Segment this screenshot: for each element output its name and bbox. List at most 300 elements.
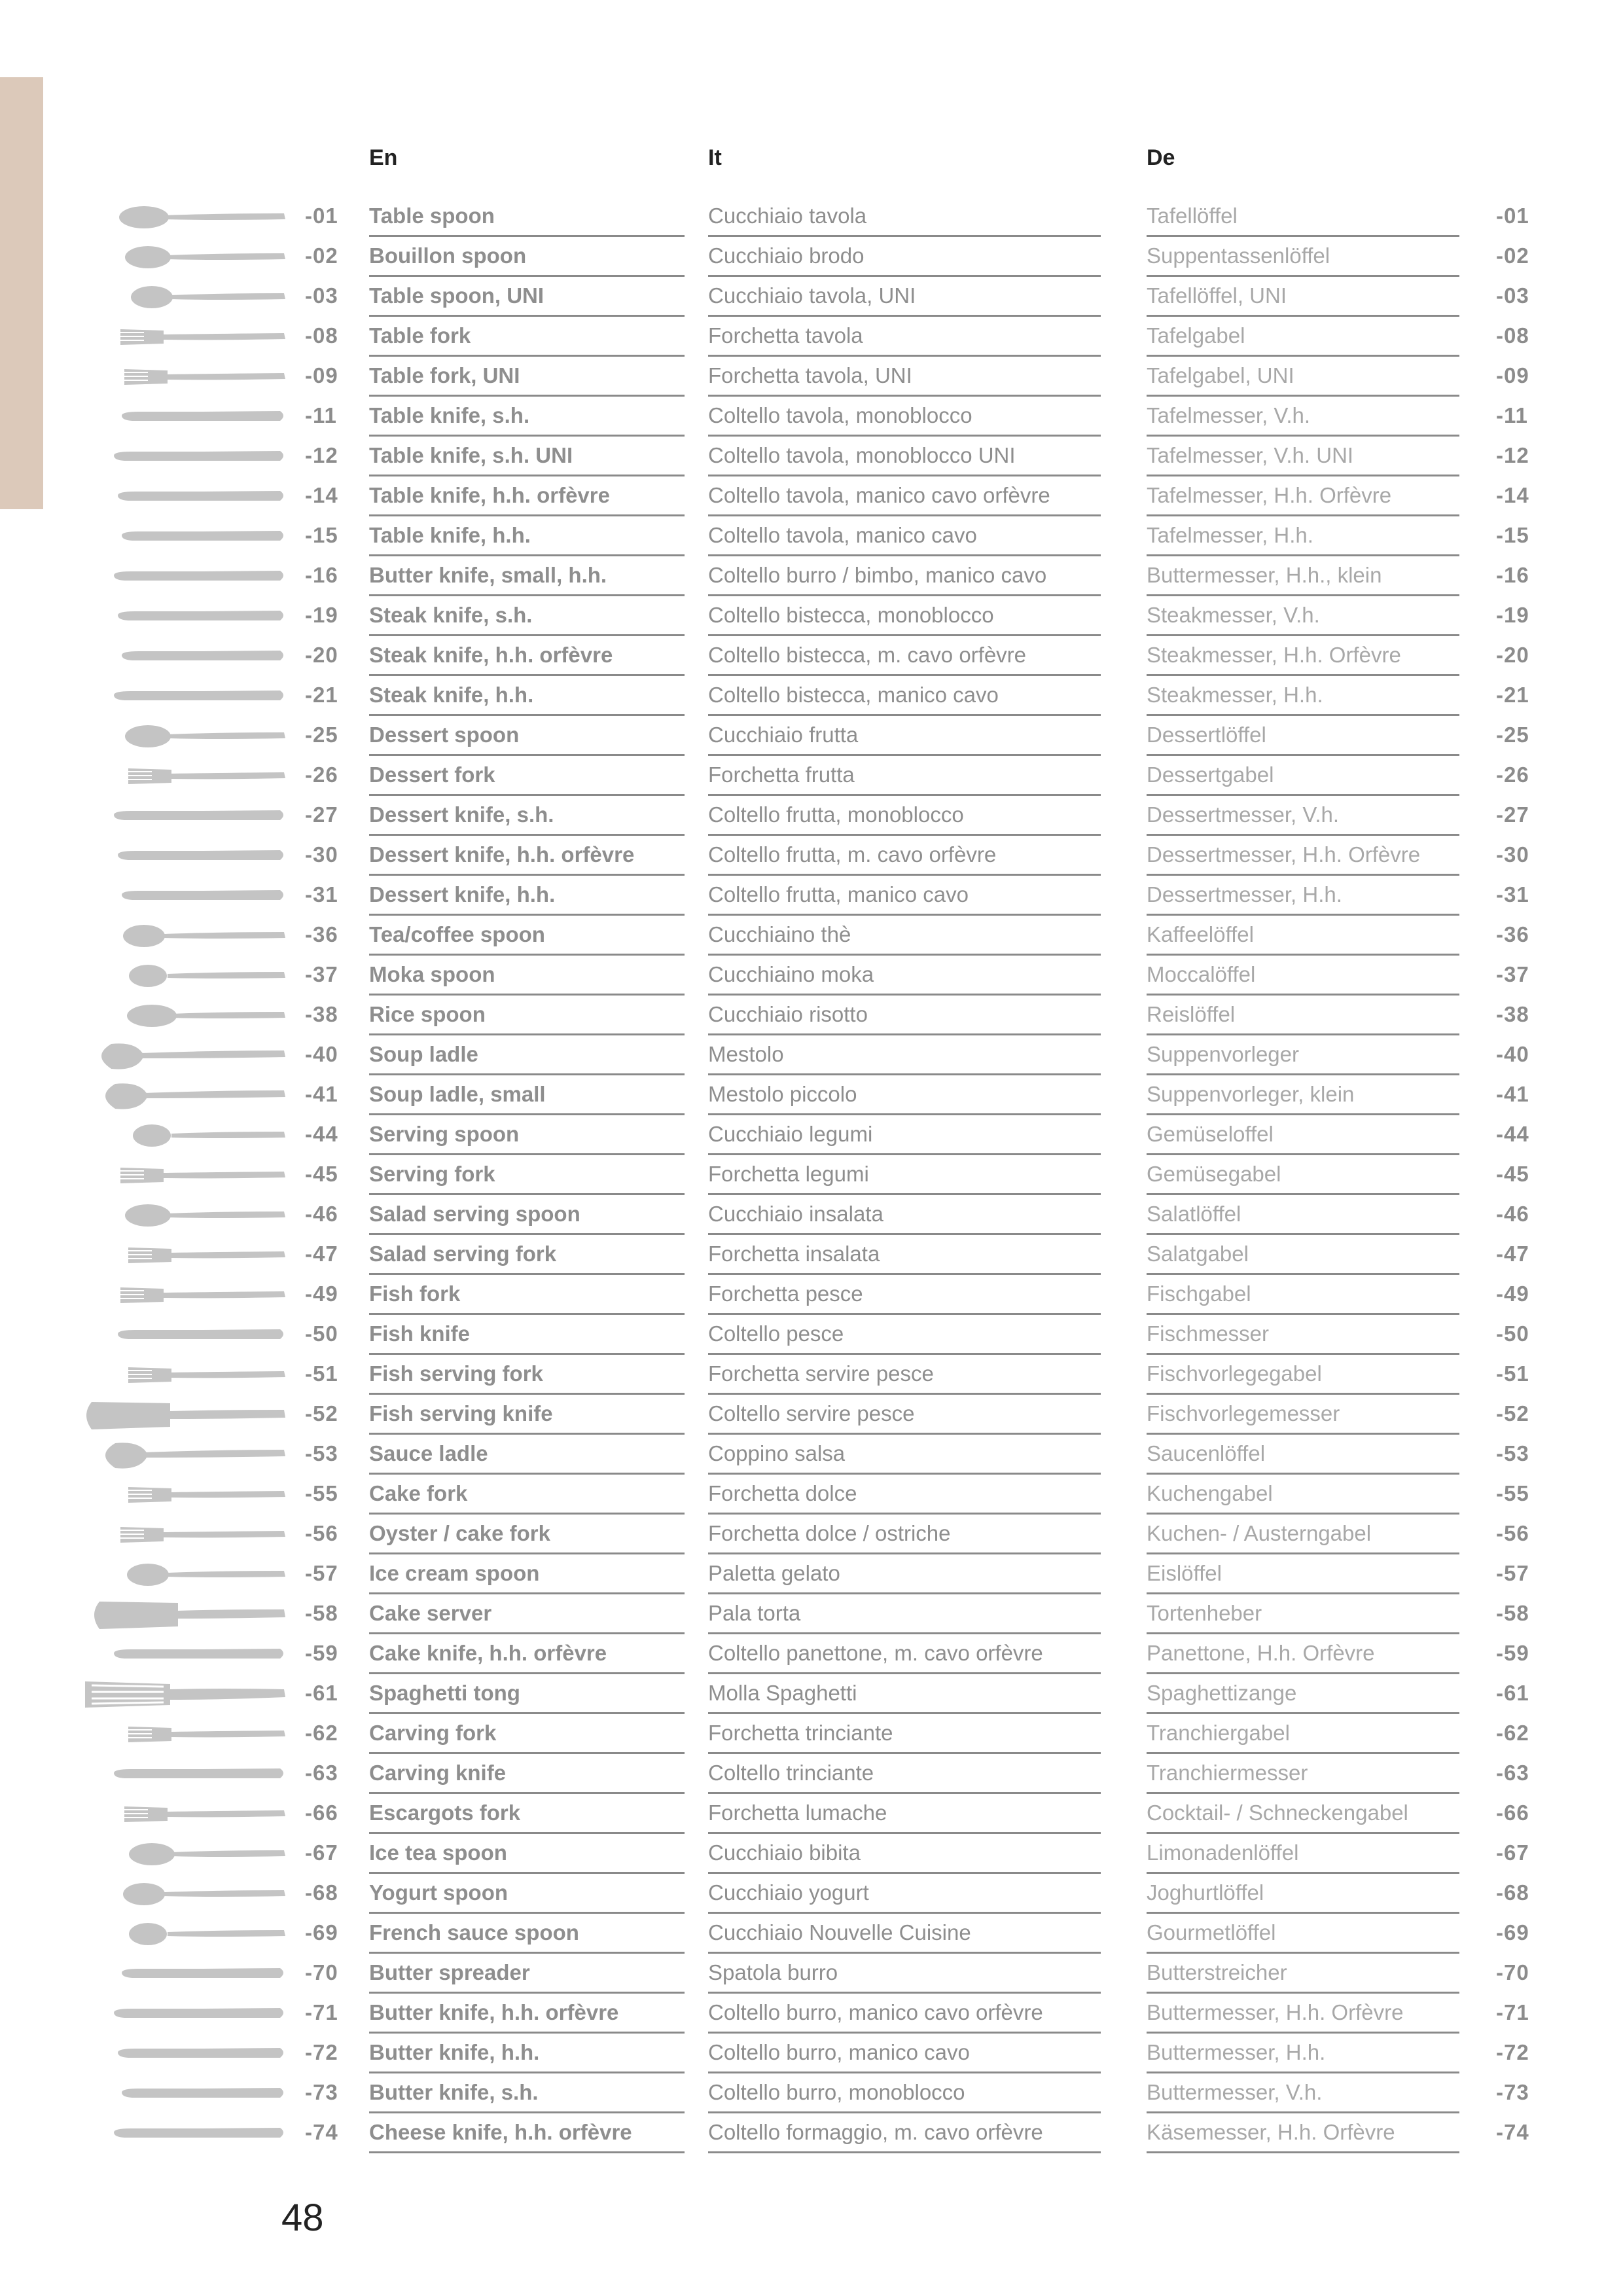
item-code-left: -59 — [305, 1641, 338, 1665]
item-code-right: -67 — [1496, 1840, 1529, 1865]
name-en: Table knife, h.h. orfèvre — [369, 482, 685, 516]
item-code-left: -01 — [305, 204, 338, 228]
table-row — [0, 677, 1623, 717]
item-code-right: -36 — [1496, 922, 1529, 946]
knife-icon — [72, 597, 288, 637]
knife-icon — [72, 1316, 288, 1355]
name-it: Forchetta dolce — [708, 1480, 1101, 1515]
name-it: Cucchiaio frutta — [708, 722, 1101, 756]
item-code-left: -61 — [305, 1681, 338, 1705]
column-header-de: De — [1147, 145, 1175, 170]
fork-icon — [72, 1156, 288, 1196]
knife-icon — [72, 2034, 288, 2074]
name-de: Fischgabel — [1147, 1281, 1459, 1315]
item-code-right: -31 — [1496, 882, 1529, 906]
knife-icon — [72, 836, 288, 876]
name-it: Forchetta insalata — [708, 1241, 1101, 1275]
name-en: Cake fork — [369, 1480, 685, 1515]
table-row — [0, 1316, 1623, 1355]
item-code-right: -25 — [1496, 723, 1529, 747]
item-code-right: -41 — [1496, 1082, 1529, 1106]
item-code-left: -50 — [305, 1321, 338, 1346]
table-row — [0, 1395, 1623, 1435]
name-en: Fish fork — [369, 1281, 685, 1315]
item-code-right: -27 — [1496, 802, 1529, 827]
name-it: Coltello tavola, monoblocco UNI — [708, 442, 1101, 476]
name-de: Dessertmesser, V.h. — [1147, 802, 1459, 836]
item-code-right: -20 — [1496, 643, 1529, 667]
item-code-left: -49 — [305, 1282, 338, 1306]
item-code-right: -49 — [1496, 1282, 1529, 1306]
item-code-right: -02 — [1496, 243, 1529, 268]
table-row — [0, 1156, 1623, 1196]
name-de: Saucenlöffel — [1147, 1441, 1459, 1475]
item-code-left: -31 — [305, 882, 338, 906]
name-de: Tafelgabel, UNI — [1147, 363, 1459, 397]
name-de: Reislöffel — [1147, 1001, 1459, 1035]
item-code-right: -55 — [1496, 1481, 1529, 1505]
table-row — [0, 2034, 1623, 2074]
item-code-right: -63 — [1496, 1761, 1529, 1785]
item-code-left: -72 — [305, 2040, 338, 2064]
table-row — [0, 1874, 1623, 1914]
name-it: Forchetta trinciante — [708, 1720, 1101, 1754]
name-de: Tafelmesser, V.h. — [1147, 403, 1459, 437]
table-row — [0, 1036, 1623, 1076]
fork-icon — [72, 1795, 288, 1835]
name-en: Cake server — [369, 1600, 685, 1634]
name-de: Gemüsegabel — [1147, 1161, 1459, 1195]
knife-icon — [72, 477, 288, 517]
name-it: Coppino salsa — [708, 1441, 1101, 1475]
name-de: Tranchiermesser — [1147, 1760, 1459, 1794]
item-code-left: -68 — [305, 1880, 338, 1905]
item-code-right: -37 — [1496, 962, 1529, 986]
table-row — [0, 517, 1623, 557]
name-en: Salad serving fork — [369, 1241, 685, 1275]
item-code-right: -38 — [1496, 1002, 1529, 1026]
spoon-icon — [72, 1874, 288, 1914]
name-it: Coltello bistecca, m. cavo orfèvre — [708, 642, 1101, 676]
item-code-right: -03 — [1496, 283, 1529, 308]
name-it: Coltello panettone, m. cavo orfèvre — [708, 1640, 1101, 1674]
item-code-left: -66 — [305, 1801, 338, 1825]
item-code-right: -19 — [1496, 603, 1529, 627]
name-en: Steak knife, h.h. orfèvre — [369, 642, 685, 676]
name-de: Tafellöffel — [1147, 203, 1459, 237]
name-it: Cucchiaio Nouvelle Cuisine — [708, 1920, 1101, 1954]
item-code-left: -09 — [305, 363, 338, 387]
knife-icon — [72, 1994, 288, 2034]
item-code-left: -62 — [305, 1721, 338, 1745]
name-de: Buttermesser, V.h. — [1147, 2079, 1459, 2113]
name-en: Cheese knife, h.h. orfèvre — [369, 2119, 685, 2153]
name-it: Coltello burro, manico cavo orfèvre — [708, 2000, 1101, 2034]
name-en: Tea/coffee spoon — [369, 922, 685, 956]
name-it: Coltello trinciante — [708, 1760, 1101, 1794]
spoon-icon — [72, 1196, 288, 1236]
table-row — [0, 1675, 1623, 1715]
item-code-right: -50 — [1496, 1321, 1529, 1346]
item-code-right: -14 — [1496, 483, 1529, 507]
table-row — [0, 1076, 1623, 1116]
item-code-left: -36 — [305, 922, 338, 946]
name-it: Forchetta tavola, UNI — [708, 363, 1101, 397]
item-code-right: -62 — [1496, 1721, 1529, 1745]
name-de: Steakmesser, H.h. — [1147, 682, 1459, 716]
name-de: Steakmesser, V.h. — [1147, 602, 1459, 636]
spoon-icon — [72, 1914, 288, 1954]
name-de: Fischmesser — [1147, 1321, 1459, 1355]
item-code-left: -11 — [305, 403, 337, 427]
name-it: Pala torta — [708, 1600, 1101, 1634]
spoon-icon — [72, 1835, 288, 1874]
knife-icon — [72, 557, 288, 597]
item-code-right: -61 — [1496, 1681, 1529, 1705]
table-row — [0, 397, 1623, 437]
item-code-left: -51 — [305, 1361, 338, 1386]
name-it: Forchetta tavola — [708, 323, 1101, 357]
item-code-left: -73 — [305, 2080, 338, 2104]
item-code-right: -15 — [1496, 523, 1529, 547]
item-code-right: -52 — [1496, 1401, 1529, 1426]
fork-icon — [72, 1236, 288, 1276]
name-it: Forchetta dolce / ostriche — [708, 1520, 1101, 1554]
table-row — [0, 1595, 1623, 1635]
name-de: Gourmetlöffel — [1147, 1920, 1459, 1954]
name-de: Buttermesser, H.h. — [1147, 2039, 1459, 2073]
item-code-right: -11 — [1496, 403, 1528, 427]
table-row — [0, 317, 1623, 357]
spoon-icon — [72, 1555, 288, 1595]
name-de: Tortenheber — [1147, 1600, 1459, 1634]
item-code-left: -44 — [305, 1122, 338, 1146]
name-en: Serving fork — [369, 1161, 685, 1195]
table-row — [0, 996, 1623, 1036]
table-row — [0, 1236, 1623, 1276]
name-de: Tranchiergabel — [1147, 1720, 1459, 1754]
item-code-left: -20 — [305, 643, 338, 667]
item-code-right: -58 — [1496, 1601, 1529, 1625]
table-row — [0, 1914, 1623, 1954]
item-code-left: -41 — [305, 1082, 338, 1106]
name-it: Coltello frutta, m. cavo orfèvre — [708, 842, 1101, 876]
spoon-icon — [72, 278, 288, 317]
item-code-right: -30 — [1496, 842, 1529, 867]
name-de: Limonadenlöffel — [1147, 1840, 1459, 1874]
name-de: Dessertmesser, H.h. — [1147, 882, 1459, 916]
item-code-right: -21 — [1496, 683, 1529, 707]
name-it: Spatola burro — [708, 1960, 1101, 1994]
name-de: Dessertlöffel — [1147, 722, 1459, 756]
knife-icon — [72, 397, 288, 437]
fork-icon — [72, 1515, 288, 1555]
spoon-icon — [72, 996, 288, 1036]
name-it: Molla Spaghetti — [708, 1680, 1101, 1714]
name-it: Forchetta servire pesce — [708, 1361, 1101, 1395]
name-it: Coltello pesce — [708, 1321, 1101, 1355]
item-code-left: -45 — [305, 1162, 338, 1186]
item-code-left: -47 — [305, 1242, 338, 1266]
spoon-icon — [72, 198, 288, 238]
name-en: Soup ladle, small — [369, 1081, 685, 1115]
item-code-left: -02 — [305, 243, 338, 268]
table-row — [0, 876, 1623, 916]
name-en: Ice tea spoon — [369, 1840, 685, 1874]
name-it: Mestolo piccolo — [708, 1081, 1101, 1115]
table-row — [0, 1835, 1623, 1874]
name-de: Kuchen- / Austerngabel — [1147, 1520, 1459, 1554]
item-code-right: -59 — [1496, 1641, 1529, 1665]
spoon-icon — [72, 1116, 288, 1156]
name-en: Oyster / cake fork — [369, 1520, 685, 1554]
name-en: Butter knife, s.h. — [369, 2079, 685, 2113]
table-row — [0, 1635, 1623, 1675]
item-code-left: -38 — [305, 1002, 338, 1026]
item-code-right: -12 — [1496, 443, 1529, 467]
fork-icon — [72, 317, 288, 357]
item-code-left: -52 — [305, 1401, 338, 1426]
ladle-icon — [72, 1076, 288, 1116]
name-de: Buttermesser, H.h. Orfèvre — [1147, 2000, 1459, 2034]
item-code-right: -09 — [1496, 363, 1529, 387]
name-en: Spaghetti tong — [369, 1680, 685, 1714]
item-code-right: -66 — [1496, 1801, 1529, 1825]
item-code-left: -57 — [305, 1561, 338, 1585]
name-it: Coltello bistecca, manico cavo — [708, 682, 1101, 716]
knife-icon — [72, 637, 288, 677]
item-code-left: -40 — [305, 1042, 338, 1066]
name-en: Carving fork — [369, 1720, 685, 1754]
ladle-icon — [72, 1435, 288, 1475]
name-en: Fish serving knife — [369, 1401, 685, 1435]
table-row — [0, 956, 1623, 996]
item-code-right: -68 — [1496, 1880, 1529, 1905]
item-code-left: -30 — [305, 842, 338, 867]
knife-icon — [72, 517, 288, 557]
name-en: Yogurt spoon — [369, 1880, 685, 1914]
name-en: Table knife, s.h. — [369, 403, 685, 437]
name-en: Cake knife, h.h. orfèvre — [369, 1640, 685, 1674]
name-de: Eislöffel — [1147, 1560, 1459, 1594]
name-it: Cucchiaio legumi — [708, 1121, 1101, 1155]
name-it: Cucchiaio brodo — [708, 243, 1101, 277]
name-de: Gemüseloffel — [1147, 1121, 1459, 1155]
name-de: Butterstreicher — [1147, 1960, 1459, 1994]
item-code-right: -40 — [1496, 1042, 1529, 1066]
name-it: Cucchiaio insalata — [708, 1201, 1101, 1235]
name-de: Tafelmesser, H.h. — [1147, 522, 1459, 556]
name-en: Bouillon spoon — [369, 243, 685, 277]
item-code-right: -45 — [1496, 1162, 1529, 1186]
item-code-left: -53 — [305, 1441, 338, 1465]
item-code-right: -70 — [1496, 1960, 1529, 1984]
name-en: Dessert knife, s.h. — [369, 802, 685, 836]
item-code-right: -08 — [1496, 323, 1529, 348]
name-de: Tafelmesser, V.h. UNI — [1147, 442, 1459, 476]
name-en: Table spoon, UNI — [369, 283, 685, 317]
name-en: French sauce spoon — [369, 1920, 685, 1954]
name-en: Moka spoon — [369, 961, 685, 996]
name-de: Suppenvorleger — [1147, 1041, 1459, 1075]
table-row — [0, 1795, 1623, 1835]
fork-icon — [72, 1715, 288, 1755]
table-row — [0, 2074, 1623, 2114]
name-en: Carving knife — [369, 1760, 685, 1794]
name-de: Salatlöffel — [1147, 1201, 1459, 1235]
table-row — [0, 836, 1623, 876]
item-code-right: -44 — [1496, 1122, 1529, 1146]
knife-icon — [72, 2074, 288, 2114]
item-code-left: -14 — [305, 483, 338, 507]
name-de: Buttermesser, H.h., klein — [1147, 562, 1459, 596]
name-en: Salad serving spoon — [369, 1201, 685, 1235]
item-code-left: -16 — [305, 563, 338, 587]
name-it: Coltello servire pesce — [708, 1401, 1101, 1435]
item-code-right: -53 — [1496, 1441, 1529, 1465]
fork-icon — [72, 1276, 288, 1316]
name-de: Cocktail- / Schneckengabel — [1147, 1800, 1459, 1834]
name-it: Coltello tavola, monoblocco — [708, 403, 1101, 437]
name-de: Steakmesser, H.h. Orfèvre — [1147, 642, 1459, 676]
name-it: Paletta gelato — [708, 1560, 1101, 1594]
item-code-right: -26 — [1496, 762, 1529, 787]
name-en: Fish serving fork — [369, 1361, 685, 1395]
item-code-left: -08 — [305, 323, 338, 348]
name-en: Table knife, h.h. — [369, 522, 685, 556]
name-en: Table knife, s.h. UNI — [369, 442, 685, 476]
item-code-left: -70 — [305, 1960, 338, 1984]
name-it: Cucchiaio risotto — [708, 1001, 1101, 1035]
name-en: Dessert knife, h.h. — [369, 882, 685, 916]
table-row — [0, 717, 1623, 757]
spoon-icon — [72, 238, 288, 278]
item-code-left: -37 — [305, 962, 338, 986]
name-it: Coltello bistecca, monoblocco — [708, 602, 1101, 636]
table-row — [0, 916, 1623, 956]
name-de: Suppentassenlöffel — [1147, 243, 1459, 277]
knife-icon — [72, 1635, 288, 1675]
knife-icon — [72, 2114, 288, 2154]
table-row — [0, 1435, 1623, 1475]
name-en: Rice spoon — [369, 1001, 685, 1035]
fork-icon — [72, 1475, 288, 1515]
name-en: Escargots fork — [369, 1800, 685, 1834]
name-en: Sauce ladle — [369, 1441, 685, 1475]
name-en: Dessert spoon — [369, 722, 685, 756]
table-row — [0, 557, 1623, 597]
item-code-left: -26 — [305, 762, 338, 787]
table-row — [0, 1555, 1623, 1595]
name-it: Coltello tavola, manico cavo orfèvre — [708, 482, 1101, 516]
knife-icon — [72, 437, 288, 477]
name-de: Dessertmesser, H.h. Orfèvre — [1147, 842, 1459, 876]
name-en: Table spoon — [369, 203, 685, 237]
name-de: Käsemesser, H.h. Orfèvre — [1147, 2119, 1459, 2153]
item-code-right: -74 — [1496, 2120, 1529, 2144]
name-de: Tafelmesser, H.h. Orfèvre — [1147, 482, 1459, 516]
name-it: Forchetta lumache — [708, 1800, 1101, 1834]
name-de: Kuchengabel — [1147, 1480, 1459, 1515]
name-it: Coltello burro, monoblocco — [708, 2079, 1101, 2113]
name-it: Forchetta frutta — [708, 762, 1101, 796]
item-code-left: -63 — [305, 1761, 338, 1785]
item-code-left: -58 — [305, 1601, 338, 1625]
name-en: Serving spoon — [369, 1121, 685, 1155]
name-en: Butter knife, h.h. — [369, 2039, 685, 2073]
spoon-icon — [72, 956, 288, 996]
item-code-right: -16 — [1496, 563, 1529, 587]
table-row — [0, 637, 1623, 677]
table-row — [0, 1994, 1623, 2034]
name-en: Table fork, UNI — [369, 363, 685, 397]
table-row — [0, 2114, 1623, 2154]
tong-icon — [72, 1675, 288, 1715]
knife-icon — [72, 797, 288, 836]
spoon-icon — [72, 717, 288, 757]
name-en: Soup ladle — [369, 1041, 685, 1075]
item-code-left: -03 — [305, 283, 338, 308]
table-row — [0, 1475, 1623, 1515]
fork-icon — [72, 757, 288, 797]
name-de: Joghurtlöffel — [1147, 1880, 1459, 1914]
item-code-left: -12 — [305, 443, 338, 467]
name-de: Fischvorlegegabel — [1147, 1361, 1459, 1395]
table-row — [0, 477, 1623, 517]
name-it: Cucchiaio bibita — [708, 1840, 1101, 1874]
table-row — [0, 1515, 1623, 1555]
name-de: Suppenvorleger, klein — [1147, 1081, 1459, 1115]
item-code-left: -25 — [305, 723, 338, 747]
name-it: Forchetta legumi — [708, 1161, 1101, 1195]
table-row — [0, 757, 1623, 797]
knife-icon — [72, 1755, 288, 1795]
name-it: Forchetta pesce — [708, 1281, 1101, 1315]
spoon-icon — [72, 916, 288, 956]
name-en: Fish knife — [369, 1321, 685, 1355]
table-row — [0, 1755, 1623, 1795]
fork-icon — [72, 357, 288, 397]
name-it: Cucchiaino moka — [708, 961, 1101, 996]
name-de: Kaffeelöffel — [1147, 922, 1459, 956]
knife-icon — [72, 876, 288, 916]
item-code-left: -27 — [305, 802, 338, 827]
name-en: Ice cream spoon — [369, 1560, 685, 1594]
table-row — [0, 437, 1623, 477]
ladle-icon — [72, 1036, 288, 1076]
table-row — [0, 278, 1623, 317]
item-code-right: -71 — [1496, 2000, 1529, 2024]
name-de: Tafellöffel, UNI — [1147, 283, 1459, 317]
item-code-right: -56 — [1496, 1521, 1529, 1545]
item-code-left: -21 — [305, 683, 338, 707]
name-it: Coltello burro, manico cavo — [708, 2039, 1101, 2073]
item-code-right: -51 — [1496, 1361, 1529, 1386]
item-code-right: -72 — [1496, 2040, 1529, 2064]
item-code-right: -01 — [1496, 204, 1529, 228]
name-en: Steak knife, s.h. — [369, 602, 685, 636]
table-row — [0, 198, 1623, 238]
name-de: Salatgabel — [1147, 1241, 1459, 1275]
name-en: Table fork — [369, 323, 685, 357]
knife-icon — [72, 677, 288, 717]
table-row — [0, 1116, 1623, 1156]
name-it: Coltello formaggio, m. cavo orfèvre — [708, 2119, 1101, 2153]
name-it: Coltello tavola, manico cavo — [708, 522, 1101, 556]
name-it: Mestolo — [708, 1041, 1101, 1075]
column-header-it: It — [708, 145, 722, 170]
item-code-left: -74 — [305, 2120, 338, 2144]
